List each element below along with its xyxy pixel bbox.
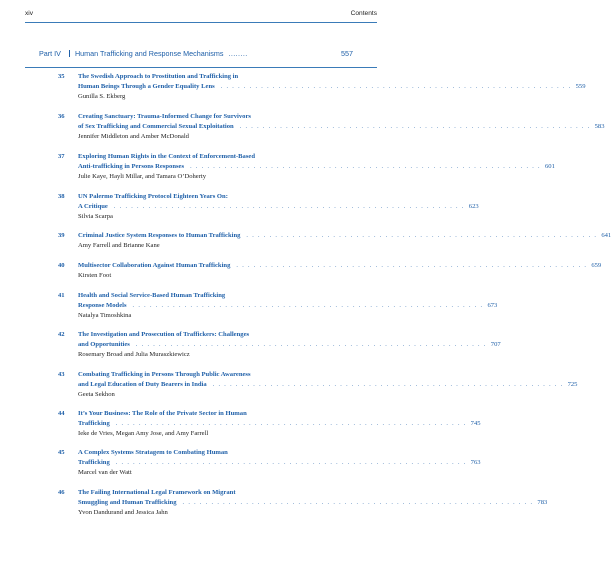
chapter-title-line [78, 122, 605, 132]
chapter-page-number: 763 [470, 459, 481, 466]
chapter-title-text: Creating Sanctuary: Trauma-Informed Change for Survivors [78, 113, 251, 120]
header-rule [25, 22, 377, 23]
chapter-title-text: of Sex Trafficking and Commercial Sexual Exploitation [78, 123, 234, 130]
leader-dots: . . . . . . . . . . . . . . . . . . . . . . . . . . . . . . . . . . . . . . . . . . . . . . . . . . . . . . . . . . . . . [182, 500, 534, 506]
chapter-title-line [78, 82, 586, 92]
part-heading[interactable] [39, 49, 353, 58]
chapter-title-line [78, 448, 353, 458]
chapter-number: 41 [58, 292, 65, 299]
part-title: Human Trafficking and Response Mechanisms [74, 49, 224, 58]
chapter-title-line [78, 192, 353, 202]
chapter-title-line [78, 488, 353, 498]
leader-dots: . . . . . . . . . . . . . . . . . . . . . . . . . . . . . . . . . . . . . . . . . . . . . . . . . . . . . . . . . . . . . [115, 460, 467, 466]
chapter-title-line [78, 152, 353, 162]
part-page-number: 557 [341, 49, 353, 58]
chapter-number: 35 [58, 73, 65, 80]
chapter-title-text: and Opportunities [78, 341, 130, 348]
chapter-authors: Silvia Scarpa [78, 213, 113, 220]
chapter-authors: Yvon Dandurand and Jessica Jahn [78, 509, 168, 516]
chapter-title-text: The Investigation and Prosecution of Traffickers: Challenges [78, 331, 250, 338]
chapter-page-number: 583 [594, 123, 605, 130]
chapter-authors: Ieke de Vries, Megan Amy Jose, and Amy Farrell [78, 430, 209, 437]
chapter-authors: Marcel van der Watt [78, 469, 132, 476]
chapter-title-line [78, 112, 353, 122]
chapter-number: 39 [58, 232, 65, 239]
chapter-authors: Geeta Sekhon [78, 391, 115, 398]
chapter-title-line [78, 261, 602, 271]
chapter-title-text: Smuggling and Human Trafficking [78, 499, 177, 506]
chapter-title-text: The Failing International Legal Framework on Migrant [78, 489, 236, 496]
chapter-title-line [78, 301, 498, 311]
chapter-title-line [78, 340, 501, 350]
chapter-authors: Jennifer Middleton and Amber McDonald [78, 133, 189, 140]
leader-dots: . . . . . . . . . . . . . . . . . . . . . . . . . . . . . . . . . . . . . . . . . . . . . . . . . . . . . . . . . . . . . [135, 342, 487, 348]
chapter-title-text: A Complex Systems Stratagem to Combating Human [78, 449, 228, 456]
chapter-title-text: A Critique [78, 203, 108, 210]
leader-dots: . . . . . . . . . . . . . . . . . . . . . . . . . . . . . . . . . . . . . . . . . . . . . . . . . . . . . . . . . . . . . [239, 124, 591, 130]
chapter-number: 43 [58, 371, 65, 378]
chapter-page-number: 725 [567, 381, 578, 388]
leader-dots: . . . . . . . . . . . . . . . . . . . . . . . . . . . . . . . . . . . . . . . . . . . . . . . . . . . . . . . . . . . . . [236, 263, 588, 269]
chapter-number: 46 [58, 489, 65, 496]
chapter-authors: Kirsten Foot [78, 272, 112, 279]
chapter-title-line [78, 419, 481, 429]
chapter-title-line [78, 380, 578, 390]
leader-dots: . . . . . . . . . . . . . . . . . . . . . . . . . . . . . . . . . . . . . . . . . . . . . . . . . . . . . . . . . . . . . [113, 204, 465, 210]
chapter-title-text: Anti-trafficking in Persons Responses [78, 163, 185, 170]
chapter-title-text: Health and Social Service-Based Human Trafficking [78, 292, 226, 299]
part-separator [69, 50, 70, 57]
leader-dots: . . . . . . . . . . . . . . . . . . . . . . . . . . . . . . . . . . . . . . . . . . . . . . . . . . . . . . . . . . . . . [190, 164, 541, 170]
chapter-title-line [78, 458, 481, 468]
running-header [25, 10, 377, 17]
chapter-authors: Julie Kaye, Hayli Millar, and Tamara O’Doherty [78, 173, 207, 180]
chapter-page-number: 745 [470, 420, 481, 427]
chapter-authors: Natalya Timoshkina [78, 312, 132, 319]
chapter-number: 38 [58, 193, 65, 200]
chapter-title-text: Trafficking [78, 459, 110, 466]
leader-dots: . . . . . . . . . . . . . . . . . . . . . . . . . . . . . . . . . . . . . . . . . . . . . . . . . . . . . . . . . . . . . [220, 84, 572, 90]
chapter-title-text: UN Palermo Trafficking Protocol Eighteen Years On: [78, 193, 228, 200]
leader-dots: . . . . . . . . . . . . . . . . . . . . . . . . . . . . . . . . . . . . . . . . . . . . . . . . . . . . . . . . . . . . . [212, 382, 564, 388]
leader-dots: . . . . . . . . . . . . . . . . . . . . . . . . . . . . . . . . . . . . . . . . . . . . . . . . . . . . . . . . . . . . . [246, 233, 598, 239]
chapter-page-number: 641 [601, 232, 611, 239]
part-rule [25, 67, 377, 68]
chapter-title-line [78, 291, 353, 301]
chapter-title-line [78, 330, 353, 340]
chapter-number: 37 [58, 153, 65, 160]
chapter-title-text: Response Models [78, 302, 127, 309]
chapter-authors: Gunilla S. Ekberg [78, 93, 126, 100]
chapter-title-line [78, 370, 353, 380]
chapter-page-number: 623 [468, 203, 479, 210]
page-number: xiv [25, 10, 34, 17]
chapter-number: 36 [58, 113, 65, 120]
chapter-title-text: The Swedish Approach to Prostitution and Trafficking in [78, 73, 239, 80]
part-number: Part IV [39, 49, 61, 58]
chapter-title-text: Exploring Human Rights in the Context of Enforcement-Based [78, 153, 255, 160]
leader-dots: . . . . . . . . . . . . . . . . . . . . . . . . . . . . . . . . . . . . . . . . . . . . . . . . . . . . . . . . . . . . . [115, 421, 467, 427]
chapter-authors: Amy Farrell and Brianne Kane [78, 242, 160, 249]
chapter-number: 44 [58, 410, 65, 417]
chapter-title-line [78, 409, 353, 419]
chapter-page-number: 601 [544, 163, 555, 170]
chapter-page-number: 707 [490, 341, 501, 348]
chapter-page-number: 559 [575, 83, 586, 90]
chapter-number: 40 [58, 262, 65, 269]
chapter-page-number: 783 [537, 499, 548, 506]
chapter-number: 42 [58, 331, 65, 338]
chapter-title-line [78, 498, 548, 508]
chapter-authors: Rosemary Broad and Julia Muraszkiewicz [78, 351, 190, 358]
chapter-title-text: Multisector Collaboration Against Human Trafficking [78, 262, 231, 269]
leader-dots: . . . . . . . . . . . . . . . . . . . . . . . . . . . . . . . . . . . . . . . . . . . . . . . . . . . . . . . . . . . . . [132, 303, 484, 309]
chapter-page-number: 659 [591, 262, 602, 269]
chapter-title-line [78, 202, 479, 212]
running-title: Contents [350, 10, 377, 17]
chapter-title-text: Criminal Justice System Responses to Human Trafficking [78, 232, 241, 239]
chapter-title-text: It’s Your Business: The Role of the Private Sector in Human [78, 410, 247, 417]
chapter-title-line [78, 72, 353, 82]
chapter-number: 45 [58, 449, 65, 456]
chapter-title-line [78, 162, 555, 172]
part-leader-dots: ........ [228, 49, 248, 58]
chapter-title-text: Human Beings Through a Gender Equality Lens [78, 83, 215, 90]
chapter-title-line [78, 231, 611, 241]
chapter-title-text: Trafficking [78, 420, 110, 427]
chapter-page-number: 673 [487, 302, 498, 309]
chapter-title-text: and Legal Education of Duty Bearers in India [78, 381, 207, 388]
chapter-title-text: Combating Trafficking in Persons Through Public Awareness [78, 371, 251, 378]
